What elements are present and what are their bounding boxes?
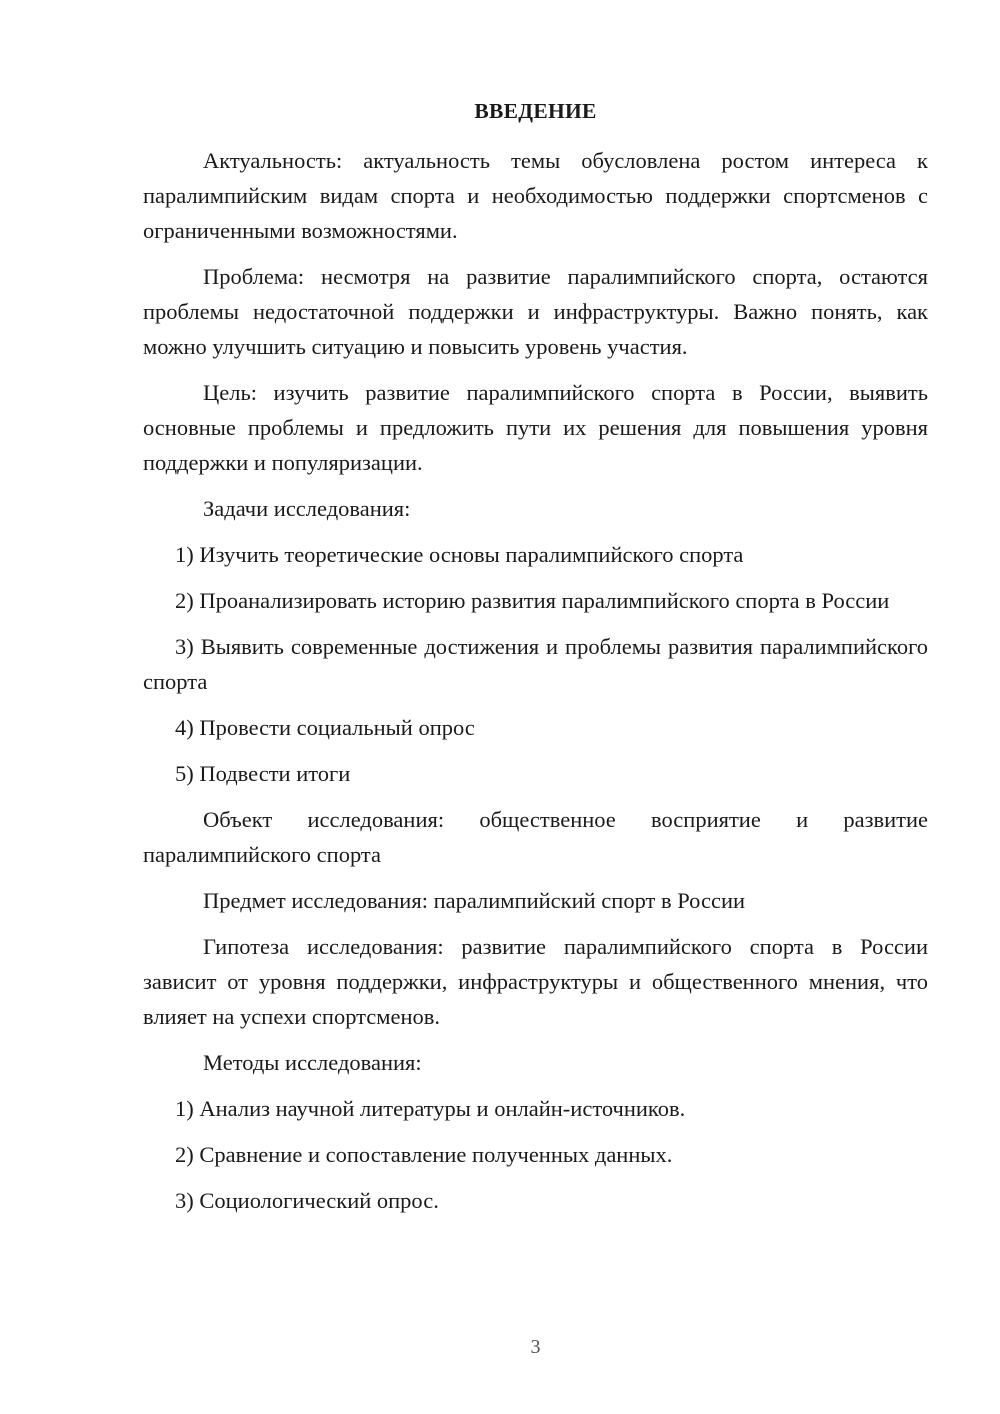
tasks-heading: Задачи исследования: xyxy=(203,496,411,521)
subject-paragraph: Предмет исследования: паралимпийский спорт в России xyxy=(203,888,746,913)
goal-paragraph: Цель: изучить развитие паралимпийского спорта в России, выявить основные проблемы и предложить пути их решения для повышения уровня поддержки и популяризации. xyxy=(143,380,928,475)
methods-heading: Методы исследования: xyxy=(203,1050,422,1075)
hypothesis-paragraph: Гипотеза исследования: развитие паралимпийского спорта в России зависит от уровня поддержки, инфраструктуры и общественного мнения, что влияет на успехи спортсменов. xyxy=(143,934,928,1029)
method-list-item: 1) Анализ научной литературы и онлайн-источников. xyxy=(175,1096,686,1121)
method-list-item: 2) Сравнение и сопоставление полученных данных. xyxy=(175,1142,673,1167)
task-list-item: 3) Выявить современные достижения и проблемы развития паралимпийского спорта xyxy=(143,634,928,694)
object-paragraph: Объект исследования: общественное восприятие и развитие паралимпийского спорта xyxy=(143,807,928,867)
task-list-item: 4) Провести социальный опрос xyxy=(175,715,475,740)
task-list-item: 1) Изучить теоретические основы паралимпийского спорта xyxy=(175,542,744,567)
problem-paragraph: Проблема: несмотря на развитие паралимпийского спорта, остаются проблемы недостаточной поддержки и инфраструктуры. Важно понять, как можно улучшить ситуацию и повысить уровень участия. xyxy=(143,264,928,359)
relevance-paragraph: Актуальность: актуальность темы обусловлена ростом интереса к паралимпийским видам спорта и необходимостью поддержки спортсменов с ограниченными возможностями. xyxy=(143,148,928,243)
task-list-item: 2) Проанализировать историю развития паралимпийского спорта в России xyxy=(175,588,890,613)
method-list-item: 3) Социологический опрос. xyxy=(175,1188,439,1213)
section-title: ВВЕДЕНИЕ xyxy=(474,99,597,123)
task-list-item: 5) Подвести итоги xyxy=(175,761,351,786)
document-page xyxy=(143,0,928,1414)
section-body xyxy=(143,143,928,1229)
page-number: 3 xyxy=(530,1336,541,1358)
